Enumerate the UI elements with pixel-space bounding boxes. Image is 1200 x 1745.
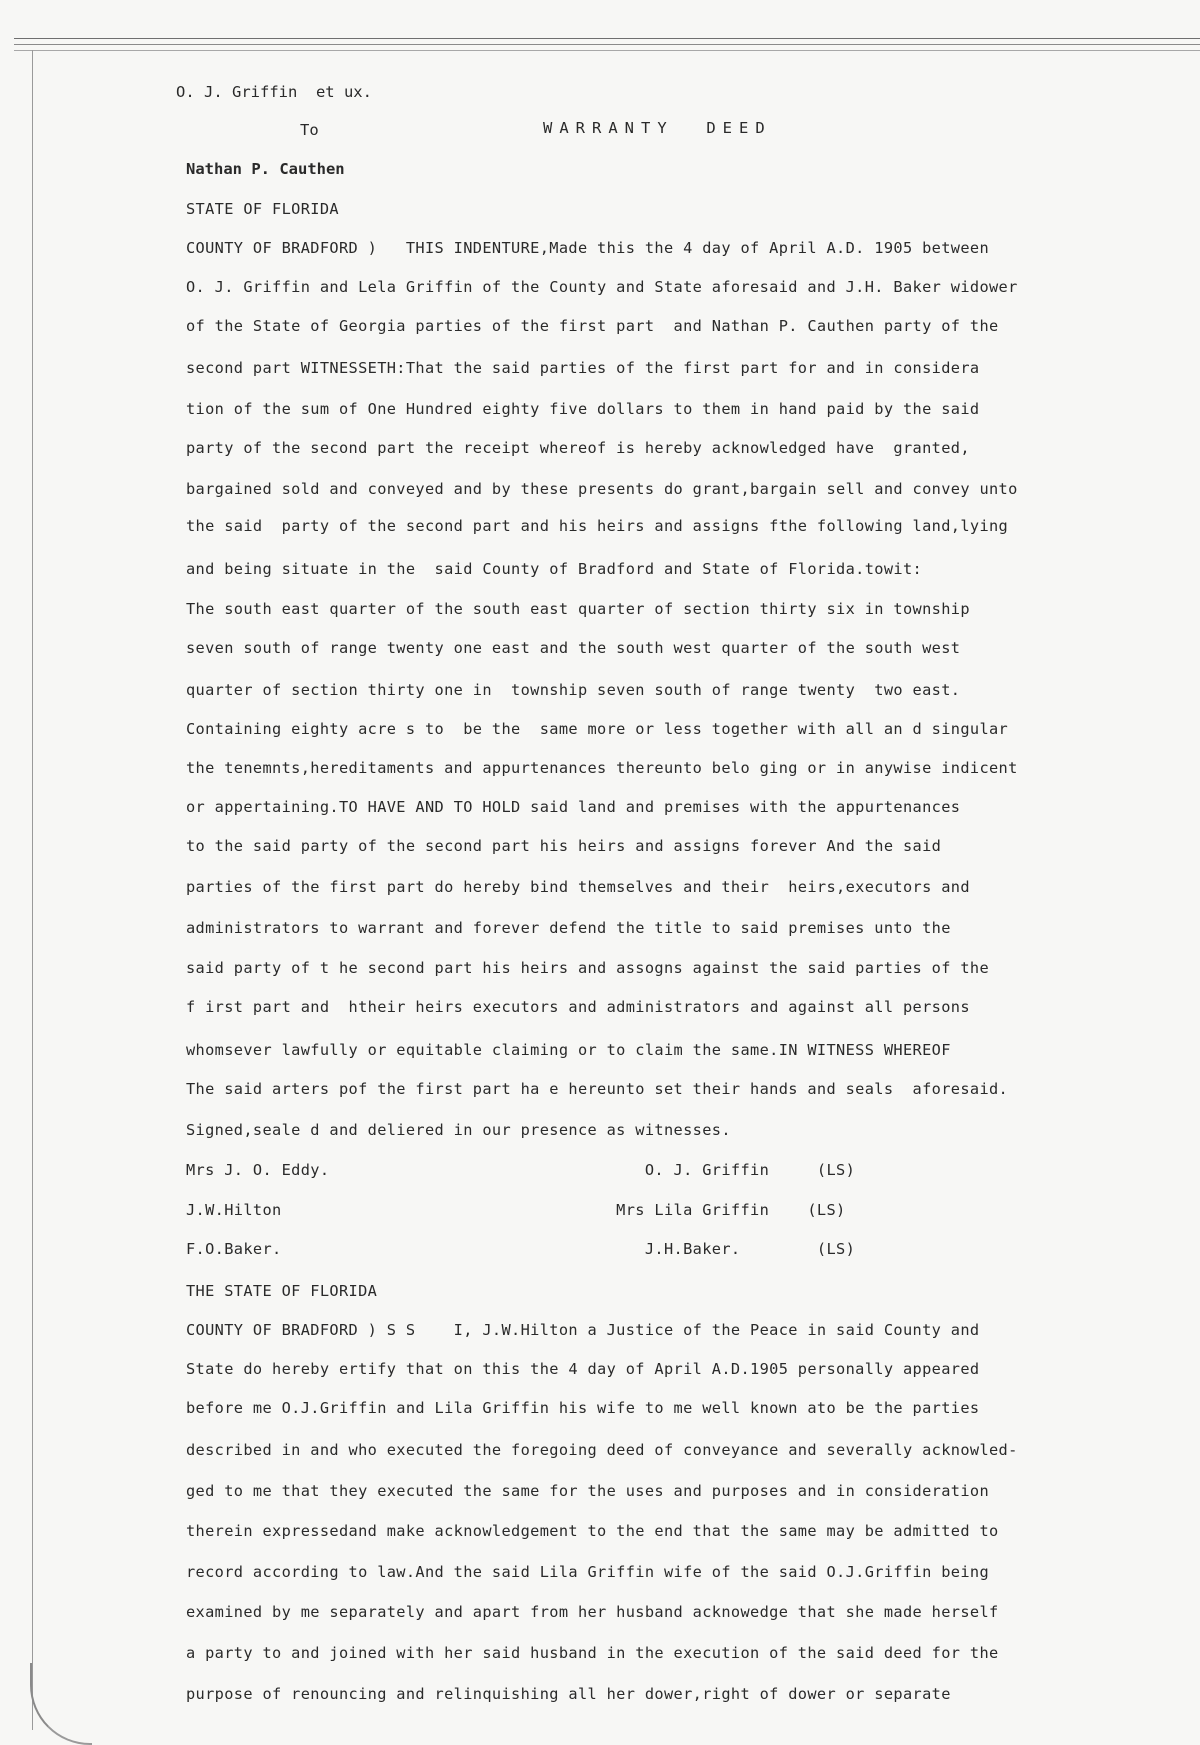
acknowledgment-line: THE STATE OF FLORIDA (186, 1282, 378, 1300)
acknowledgment-line: State do hereby ertify that on this the 4 day of April A.D.1905 personally appeared (186, 1360, 980, 1378)
acknowledgment-line: before me O.J.Griffin and Lila Griffin his wife to me well known ato be the parties (186, 1399, 980, 1417)
deed-line: quarter of section thirty one in township seven south of range twenty two east. (186, 681, 961, 699)
acknowledgment-line: a party to and joined with her said husband in the execution of the said deed for the (186, 1644, 999, 1662)
deed-line: seven south of range twenty one east and the south west quarter of the south west (186, 639, 961, 657)
acknowledgment-line: purpose of renouncing and relinquishing all her dower,right of dower or separate (186, 1685, 951, 1703)
acknowledgment-line: record according to law.And the said Lila Griffin wife of the said O.J.Griffin being (186, 1563, 989, 1581)
document-title: WARRANTY DEED (543, 119, 772, 137)
top-rule (14, 50, 1200, 51)
deed-line: of the State of Georgia parties of the first part and Nathan P. Cauthen party of the (186, 317, 999, 335)
signature-line: Mrs J. O. Eddy. O. J. Griffin (LS) (186, 1161, 856, 1179)
left-margin-line (32, 50, 33, 1730)
deed-line: party of the second part the receipt whereof is hereby acknowledged have granted, (186, 439, 970, 457)
deed-line: Signed,seale d and deliered in our presence as witnesses. (186, 1121, 731, 1139)
deed-line: second part WITNESSETH:That the said parties of the first part for and in considera (186, 359, 980, 377)
deed-line: and being situate in the said County of Bradford and State of Florida.towit: (186, 560, 923, 578)
acknowledgment-line: COUNTY OF BRADFORD ) S S I, J.W.Hilton a Justice of the Peace in said County and (186, 1321, 980, 1339)
signature-line: J.W.Hilton Mrs Lila Griffin (LS) (186, 1201, 846, 1219)
deed-line: COUNTY OF BRADFORD ) THIS INDENTURE,Made this the 4 day of April A.D. 1905 between (186, 239, 989, 257)
top-rule (14, 44, 1200, 45)
acknowledgment-line: described in and who executed the foregoing deed of conveyance and severally acknowled- (186, 1441, 1018, 1459)
top-rule (14, 38, 1200, 39)
deed-line: to the said party of the second part his heirs and assigns forever And the said (186, 837, 942, 855)
deed-line: tion of the sum of One Hundred eighty five dollars to them in hand paid by the said (186, 400, 980, 418)
acknowledgment-line: ged to me that they executed the same for the uses and purposes and in consideration (186, 1482, 989, 1500)
grantor-name: O. J. Griffin et ux. (176, 83, 372, 101)
grantee-name: Nathan P. Cauthen (186, 160, 345, 178)
deed-line: The south east quarter of the south east quarter of section thirty six in township (186, 600, 970, 618)
deed-line: the tenemnts,hereditaments and appurtenances thereunto belo ging or in anywise indicent (186, 759, 1018, 777)
deed-line: f irst part and htheir heirs executors and administrators and against all persons (186, 998, 970, 1016)
deed-line: administrators to warrant and forever defend the title to said premises unto the (186, 919, 951, 937)
deed-line: whomsever lawfully or equitable claiming or to claim the same.IN WITNESS WHEREOF (186, 1041, 951, 1059)
deed-line: parties of the first part do hereby bind themselves and their heirs,executors and (186, 878, 970, 896)
deed-line: or appertaining.TO HAVE AND TO HOLD said land and premises with the appurtenances (186, 798, 961, 816)
signature-line: F.O.Baker. J.H.Baker. (LS) (186, 1240, 856, 1258)
page-corner-curl (30, 1663, 92, 1745)
to-label: To (300, 121, 319, 139)
deed-line: said party of t he second part his heirs and assogns against the said parties of the (186, 959, 989, 977)
acknowledgment-line: therein expressedand make acknowledgement to the end that the same may be admitted to (186, 1522, 999, 1540)
deed-line: bargained sold and conveyed and by these presents do grant,bargain sell and convey unto (186, 480, 1018, 498)
acknowledgment-line: examined by me separately and apart from her husband acknowedge that she made herself (186, 1603, 999, 1621)
deed-line: STATE OF FLORIDA (186, 200, 339, 218)
deed-line: O. J. Griffin and Lela Griffin of the County and State aforesaid and J.H. Baker widower (186, 278, 1018, 296)
deed-line: Containing eighty acre s to be the same more or less together with all an d singular (186, 720, 1009, 738)
deed-line: the said party of the second part and his heirs and assigns fthe following land,lying (186, 517, 1009, 535)
deed-line: The said arters pof the first part ha e hereunto set their hands and seals aforesaid. (186, 1080, 1009, 1098)
